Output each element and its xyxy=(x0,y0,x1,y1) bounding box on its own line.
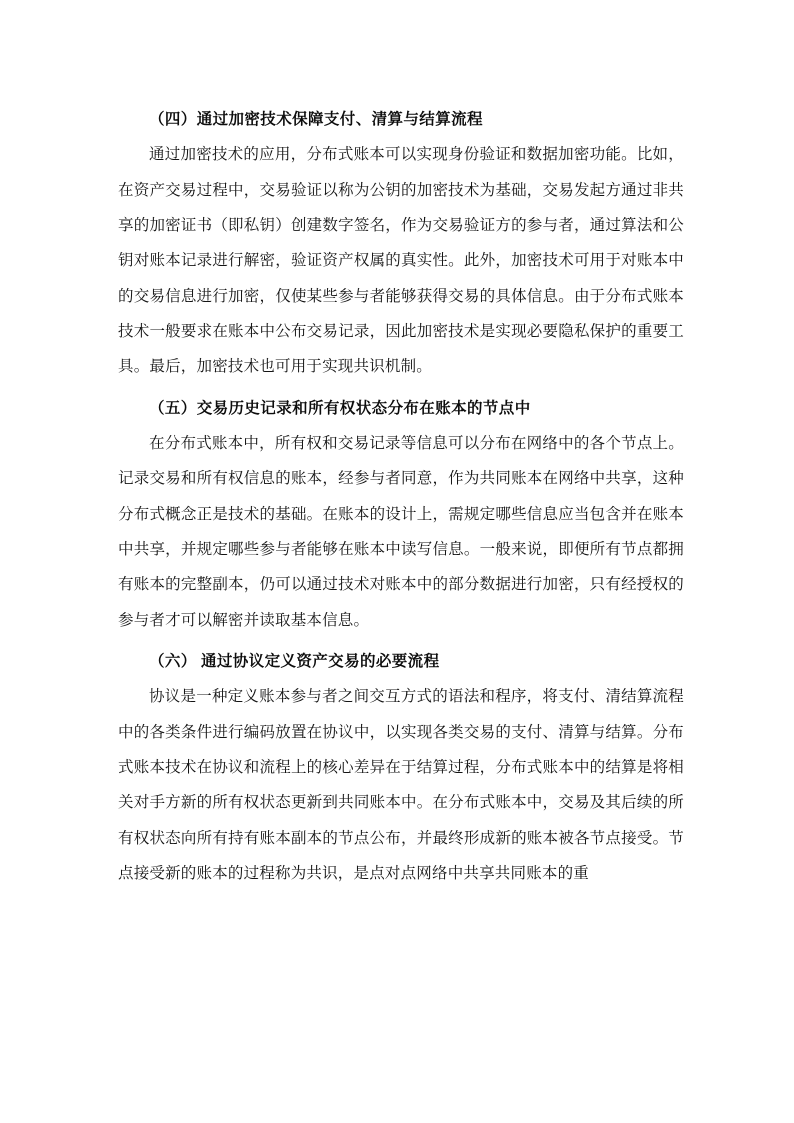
section-paragraph: 通过加密技术的应用，分布式账本可以实现身份验证和数据加密功能。比如，在资产交易过程中，交易验证以称为公钥的加密技术为基础，交易发起方通过非共享的加密证书（即私钥）创建数字签名，作为交易验证方的参与者，通过算法和公钥对账本记录进行解密，验证资产权属的真实性。此外，加密技术可用于对账本中的交易信息进行加密，仅使某些参与者能够获得交易的具体信息。由于分布式账本技术一般要求在账本中公布交易记录，因此加密技术是实现必要隐私保护的重要工具。最后，加密技术也可用于实现共识机制。 xyxy=(118,146,684,376)
section-heading: （六） 通过协议定义资产交易的必要流程 xyxy=(149,652,440,670)
section-heading: （四）通过加密技术保障支付、清算与结算流程 xyxy=(149,111,483,128)
document-section xyxy=(118,102,684,385)
document-section xyxy=(118,391,684,638)
document-section xyxy=(118,644,684,891)
document-body xyxy=(118,102,684,891)
section-heading: （五）交易历史记录和所有权状态分布在账本的节点中 xyxy=(149,399,531,417)
section-paragraph: 在分布式账本中，所有权和交易记录等信息可以分布在网络中的各个节点上。记录交易和所有权信息的账本，经参与者同意，作为共同账本在网络中共享，这种分布式概念正是技术的基础。在账本的设计上，需规定哪些信息应当包含并在账本中共享，并规定哪些参与者能够在账本中读写信息。一般来说，即便所有节点都拥有账本的完整副本，仍可以通过技术对账本中的部分数据进行加密，只有经授权的参与者才可以解密并读取基本信息。 xyxy=(118,434,684,629)
section-paragraph: 协议是一种定义账本参与者之间交互方式的语法和程序，将支付、清结算流程中的各类条件进行编码放置在协议中，以实现各类交易的支付、清算与结算。分布式账本技术在协议和流程上的核心差异在于结算过程，分布式账本中的结算是将相关对手方新的所有权状态更新到共同账本中。在分布式账本中，交易及其后续的所有权状态向所有持有账本副本的节点公布，并最终形成新的账本被各节点接受。节点接受新的账本的过程称为共识，是点对点网络中共享共同账本的重 xyxy=(118,688,684,882)
